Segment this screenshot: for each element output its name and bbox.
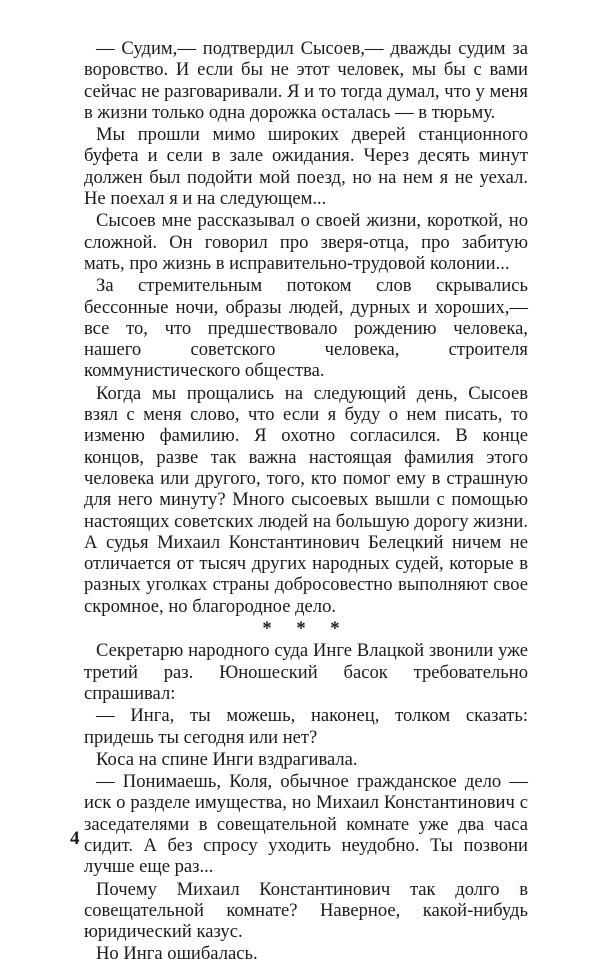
section-separator: * * * <box>262 618 350 640</box>
paragraph: Когда мы прощались на следующий день, Сысоев взял с меня слово, что если я буду о нем писать, то изменю фамилию. Я охотно согласился. В конце концов, разве так важна настоящая фамилия этого человека или другого, того, кто помог ему в страшную для него минуту? Много сысоевых вышли с помощью настоящих советских людей на большую дорогу жизни. А судья Михаил Константинович Белецкий ничем не отличается от тысяч других народных судей, которые в разных уголках страны добросовестно выполняют свое скромное, но благородное дело. <box>84 382 528 617</box>
paragraph: Секретарю народного суда Инге Влацкой звонили уже третий раз. Юношеский басок требовательно спрашивал: <box>84 640 528 704</box>
paragraph: Но Инга ошибалась. <box>96 943 258 965</box>
paragraph: — Инга, ты можешь, наконец, толком сказать: придешь ты сегодня или нет? <box>84 705 528 748</box>
paragraph: Мы прошли мимо широких дверей станционного буфета и сели в зале ожидания. Через десять минут должен был подойти мой поезд, но на нем я не уехал. Не поехал я и на следующем... <box>84 124 528 210</box>
paragraph: Сысоев мне рассказывал о своей жизни, короткой, но сложной. Он говорил про зверя-отца, про забитую мать, про жизнь в исправительно-трудовой колонии... <box>84 210 528 274</box>
paragraph: За стремительным потоком слов скрывались бессонные ночи, образы людей, дурных и хороших,— все то, что предшествовало рождению человека, нашего советского человека, строителя коммунистического общества. <box>84 275 528 382</box>
page-number: 4 <box>70 828 80 849</box>
page-body <box>84 38 528 965</box>
paragraph: Почему Михаил Константинович так долго в совещательной комнате? Наверное, какой-нибудь юридический казус. <box>84 878 528 943</box>
paragraph: Коса на спине Инги вздрагивала. <box>96 748 358 770</box>
paragraph: — Понимаешь, Коля, обычное гражданское дело — иск о разделе имущества, но Михаил Константинович с заседателями в совещательной комнате уже два часа сидит. А без спросу уходить неудобно. Ты позвони лучше еще раз... <box>84 771 528 878</box>
paragraph: — Судим,— подтвердил Сысоев,— дважды судим за воровство. И если бы не этот человек, мы бы с вами сейчас не разговаривали. Я и то тогда думал, что у меня в жизни только одна дорожка осталась — в тюрьму. <box>84 38 528 123</box>
